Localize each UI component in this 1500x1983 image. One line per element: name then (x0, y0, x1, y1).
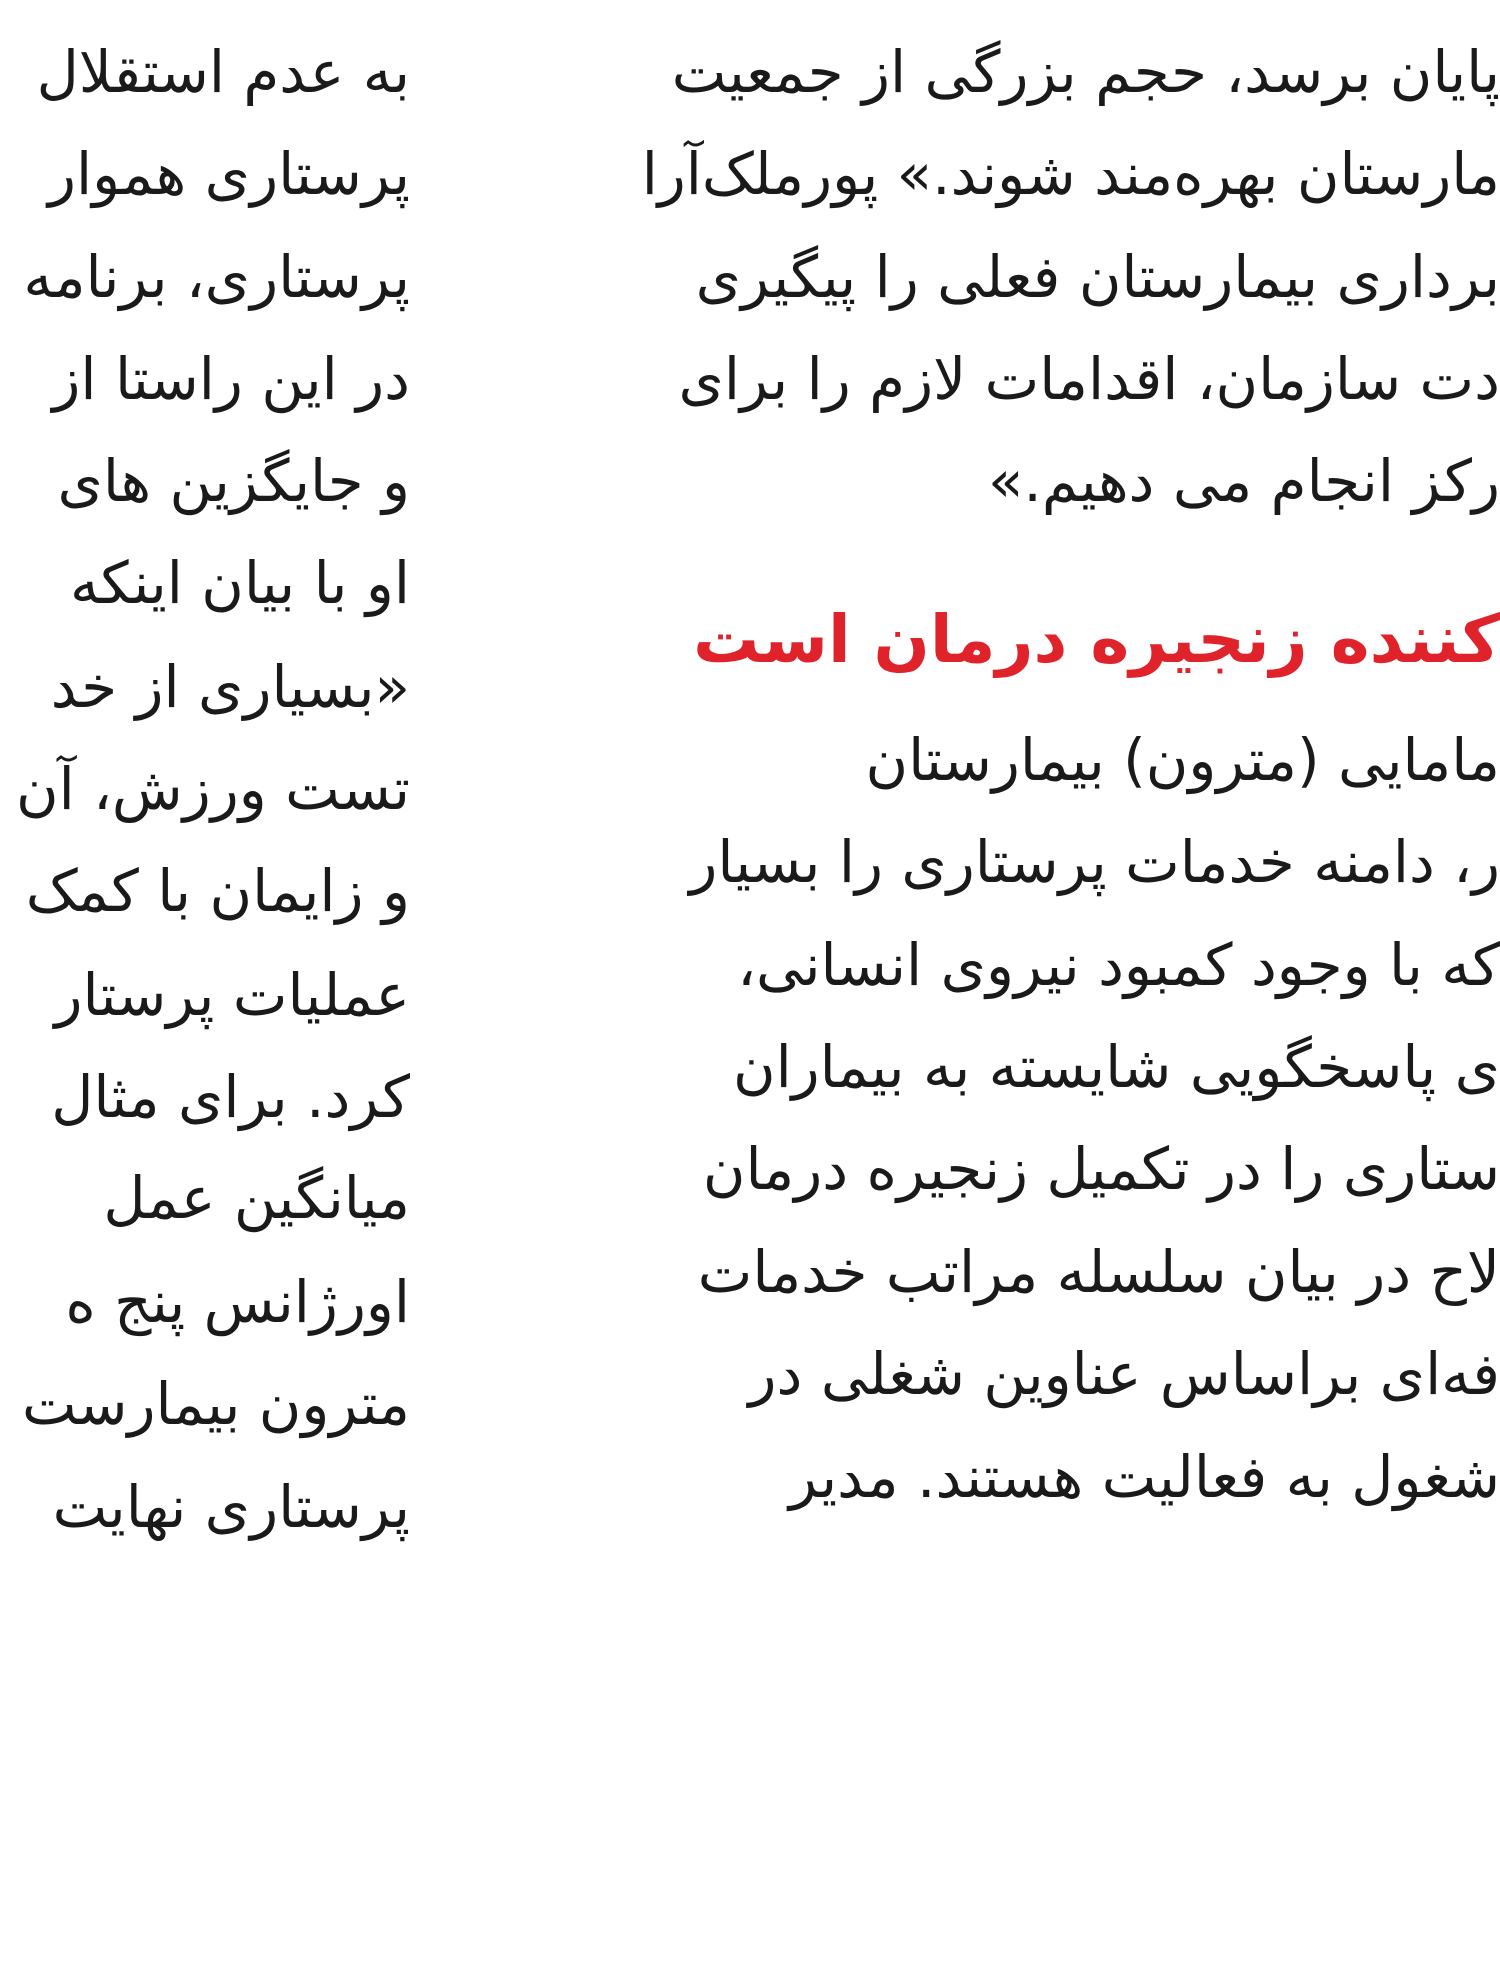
right-line-8: که با وجود کمبود نیروی انسانی، (737, 931, 1500, 999)
left-line-13: اورژانس پنج ه (65, 1268, 410, 1336)
left-line-8: تست ورزش، آن (16, 755, 410, 823)
left-line-1: به عدم استقلال (36, 38, 410, 106)
left-line-14: مترون بیمارست (21, 1370, 410, 1438)
right-line-7: ر، دامنه خدمات پرستاری را بسیار (689, 828, 1500, 896)
right-line-2: مارستان بهره‌مند شوند.» پورملک‌آرا (641, 140, 1500, 208)
right-line-9: ی پاسخگویی شایسته به بیماران (732, 1033, 1500, 1101)
left-line-2: پرستاری هموار (48, 140, 410, 208)
left-line-6: او با بیان اینکه (69, 549, 410, 617)
section-headline: کننده زنجیره درمان است (693, 601, 1500, 678)
left-line-9: و زایمان با کمک (25, 857, 410, 925)
right-line-5: رکز انجام می دهیم.» (987, 447, 1500, 515)
left-line-11: کرد. برای مثال (51, 1063, 410, 1131)
right-column (575, 0, 1500, 1983)
left-line-5: و جایگزین های (57, 447, 410, 515)
right-line-11: لاح در بیان سلسله مراتب خدمات (697, 1238, 1500, 1306)
right-line-12: فه‌ای براساس عناوین شغلی در (748, 1340, 1500, 1408)
left-line-4: در این راستا از (52, 345, 410, 413)
right-line-3: برداری بیمارستان فعلی را پیگیری (695, 243, 1500, 311)
right-line-13: شغول به فعالیت هستند. مدیر (788, 1443, 1500, 1511)
right-line-6: مامایی (مترون) بیمارستان (865, 726, 1500, 794)
left-line-10: عملیات پرستار (54, 961, 410, 1029)
left-line-3: پرستاری، برنامه (23, 243, 410, 311)
left-line-7: «بسیاری از خد (50, 653, 410, 721)
right-line-10: ستاری را در تکمیل زنجیره درمان (702, 1135, 1500, 1203)
left-column (0, 0, 410, 1983)
right-line-4: دت سازمان، اقدامات لازم را برای (678, 345, 1500, 413)
left-line-12: میانگین عمل (103, 1164, 410, 1232)
right-line-1: پایان برسد، حجم بزرگی از جمعیت (671, 38, 1500, 106)
left-line-15: پرستاری نهایت (52, 1473, 410, 1541)
